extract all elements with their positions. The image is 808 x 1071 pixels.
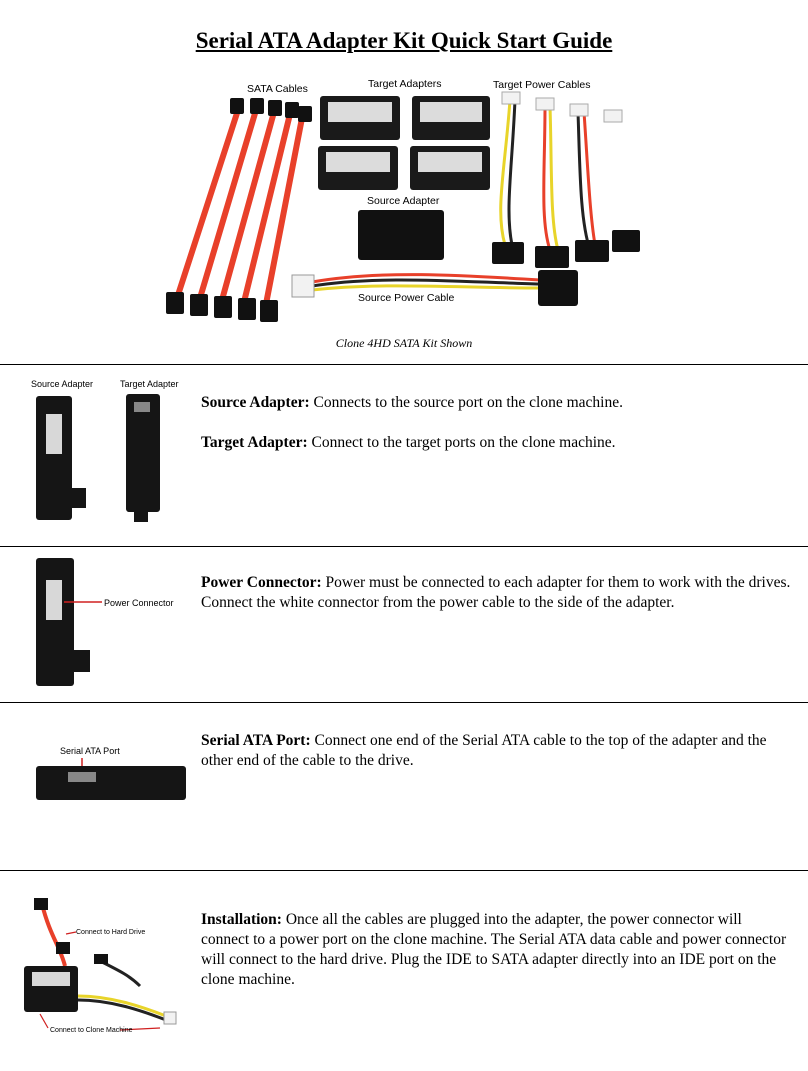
target-adapter-desc [201, 433, 793, 453]
sata-cables-label: SATA Cables [247, 83, 308, 95]
source-power-cable-image [312, 275, 540, 290]
target-adapters-label: Target Adapters [368, 78, 442, 90]
source-adapter-desc [201, 393, 793, 413]
power-connector-image-label: Power Connector [104, 598, 174, 608]
sata-cables-image [178, 110, 302, 304]
page-title: Serial ATA Adapter Kit Quick Start Guide [195, 28, 613, 53]
connect-hard-drive-label: Connect to Hard Drive [76, 929, 146, 936]
sata-port-desc [201, 731, 793, 771]
kit-photo [160, 70, 640, 332]
installation-desc [201, 910, 793, 990]
sata-port-section [201, 731, 793, 791]
power-connector-image [30, 556, 180, 690]
target-adapter-text: Connect to the target ports on the clone machine. [307, 434, 616, 451]
divider [0, 702, 808, 703]
sata-port-text: Connect one end of the Serial ATA cable to the top of the adapter and the other end of the cable to the drive. [201, 732, 767, 769]
target-power-cables-image [501, 100, 596, 250]
photo-caption: Clone 4HD SATA Kit Shown [335, 336, 473, 350]
source-power-cable-label: Source Power Cable [358, 292, 455, 304]
sata-port-image-label: Serial ATA Port [60, 746, 120, 756]
connect-clone-machine-label: Connect to Clone Machine [50, 1027, 133, 1034]
power-connector-section [201, 573, 793, 633]
power-connector-desc [201, 573, 793, 613]
divider [0, 546, 808, 547]
target-power-cables-label: Target Power Cables [493, 79, 591, 91]
source-adapter-term: Source Adapter: [201, 394, 310, 411]
source-adapter-image-label: Source Adapter [31, 379, 94, 389]
power-connector-text: Power must be connected to each adapter for them to work with the drives. Connect the white connector from the power cable to the side of the adapter. [201, 574, 791, 611]
source-adapter-image [358, 210, 444, 260]
installation-section [201, 910, 793, 1010]
target-adapters-image [318, 96, 490, 190]
source-adapter-text: Connects to the source port on the clone machine. [309, 394, 623, 411]
adapters-section [201, 393, 793, 473]
source-adapter-label: Source Adapter [367, 195, 440, 207]
target-adapter-term: Target Adapter: [201, 434, 308, 451]
divider [0, 364, 808, 365]
power-connector-term: Power Connector: [201, 574, 322, 591]
installation-term: Installation: [201, 911, 282, 928]
sata-port-image [30, 740, 190, 806]
adapters-image [30, 376, 180, 528]
divider [0, 870, 808, 871]
installation-image [20, 896, 192, 1036]
installation-text: Once all the cables are plugged into the adapter, the power connector will connect to a power port on the clone machine. The Serial ATA data cable and power connector will connect to the hard drive. Plug the IDE to SATA adapter directly into an IDE port on the clone machine. [201, 911, 787, 988]
sata-port-term: Serial ATA Port: [201, 732, 311, 749]
target-adapter-image-label: Target Adapter [120, 379, 179, 389]
